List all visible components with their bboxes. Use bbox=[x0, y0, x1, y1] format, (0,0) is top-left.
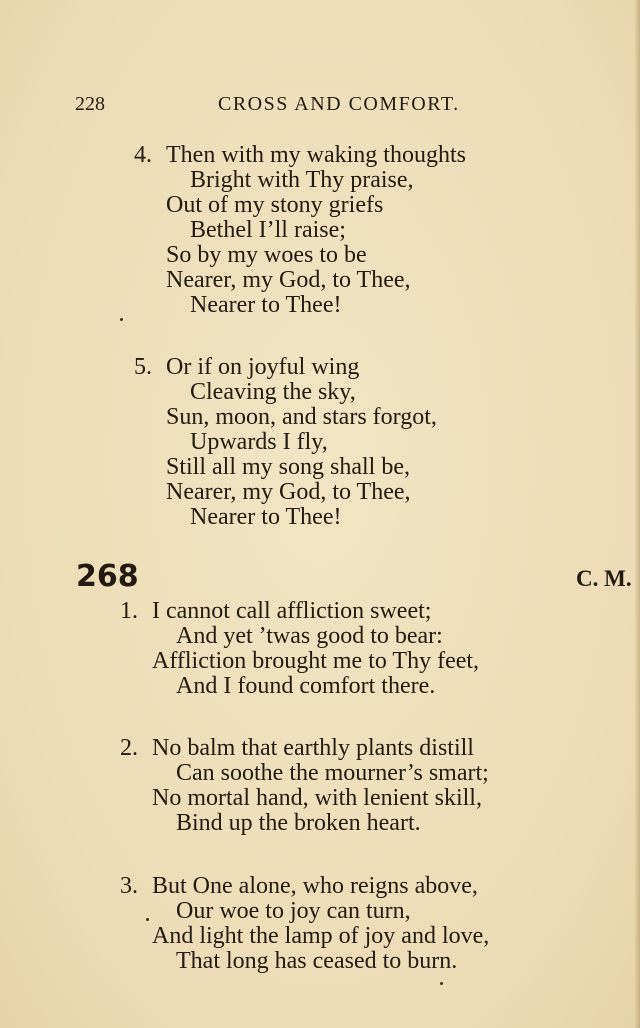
stanza-line: And light the lamp of joy and love, bbox=[152, 923, 490, 949]
stanza-line: Still all my song shall be, bbox=[166, 454, 410, 480]
stanza-line: That long has ceased to burn. bbox=[176, 948, 458, 974]
stanza-line: Nearer to Thee! bbox=[190, 292, 342, 318]
stanza-line: No mortal hand, with lenient skill, bbox=[152, 785, 482, 811]
stanza-number: 4. bbox=[134, 142, 152, 168]
print-speck bbox=[440, 982, 443, 985]
print-speck bbox=[146, 918, 149, 921]
stanza-line: Upwards I fly, bbox=[190, 429, 328, 455]
stanza-line: And yet ’twas good to bear: bbox=[176, 623, 443, 649]
stanza-line: I cannot call affliction sweet; bbox=[152, 598, 432, 624]
page-number: 228 bbox=[75, 93, 105, 115]
stanza-line: Sun, moon, and stars forgot, bbox=[166, 404, 437, 430]
stanza-line: No balm that earthly plants distill bbox=[152, 735, 474, 761]
stanza-line: Nearer, my God, to Thee, bbox=[166, 479, 411, 505]
stanza-line: Out of my stony griefs bbox=[166, 192, 384, 218]
stanza-line: But One alone, who reigns above, bbox=[152, 873, 478, 899]
stanza-line: So by my woes to be bbox=[166, 242, 367, 268]
stanza-number: 3. bbox=[120, 873, 138, 899]
stanza-number: 1. bbox=[120, 598, 138, 624]
stanza-line: Nearer to Thee! bbox=[190, 504, 342, 530]
page-edge-shadow bbox=[634, 0, 640, 1028]
stanza-number: 5. bbox=[134, 354, 152, 380]
stanza-number: 2. bbox=[120, 735, 138, 761]
page-header bbox=[0, 93, 640, 123]
hymn-meter: C. M. bbox=[576, 566, 632, 591]
stanza-line: Or if on joyful wing bbox=[166, 354, 360, 380]
stanza-line: Nearer, my God, to Thee, bbox=[166, 267, 411, 293]
stanza-line: Affliction brought me to Thy feet, bbox=[152, 648, 480, 674]
stanza-line: Can soothe the mourner’s smart; bbox=[176, 760, 489, 786]
stanza-line: Bright with Thy praise, bbox=[190, 167, 414, 193]
stanza-line: Cleaving the sky, bbox=[190, 379, 356, 405]
running-title: CROSS AND COMFORT. bbox=[218, 93, 460, 115]
stanza-line: Our woe to joy can turn, bbox=[176, 898, 411, 924]
stanza-line: Bethel I’ll raise; bbox=[190, 217, 346, 243]
stanza-line: Bind up the broken heart. bbox=[176, 810, 421, 836]
stanza-line: Then with my waking thoughts bbox=[166, 142, 466, 168]
print-speck bbox=[120, 318, 123, 321]
stanza-line: And I found comfort there. bbox=[176, 673, 436, 699]
hymn-number: 268 bbox=[76, 559, 139, 594]
